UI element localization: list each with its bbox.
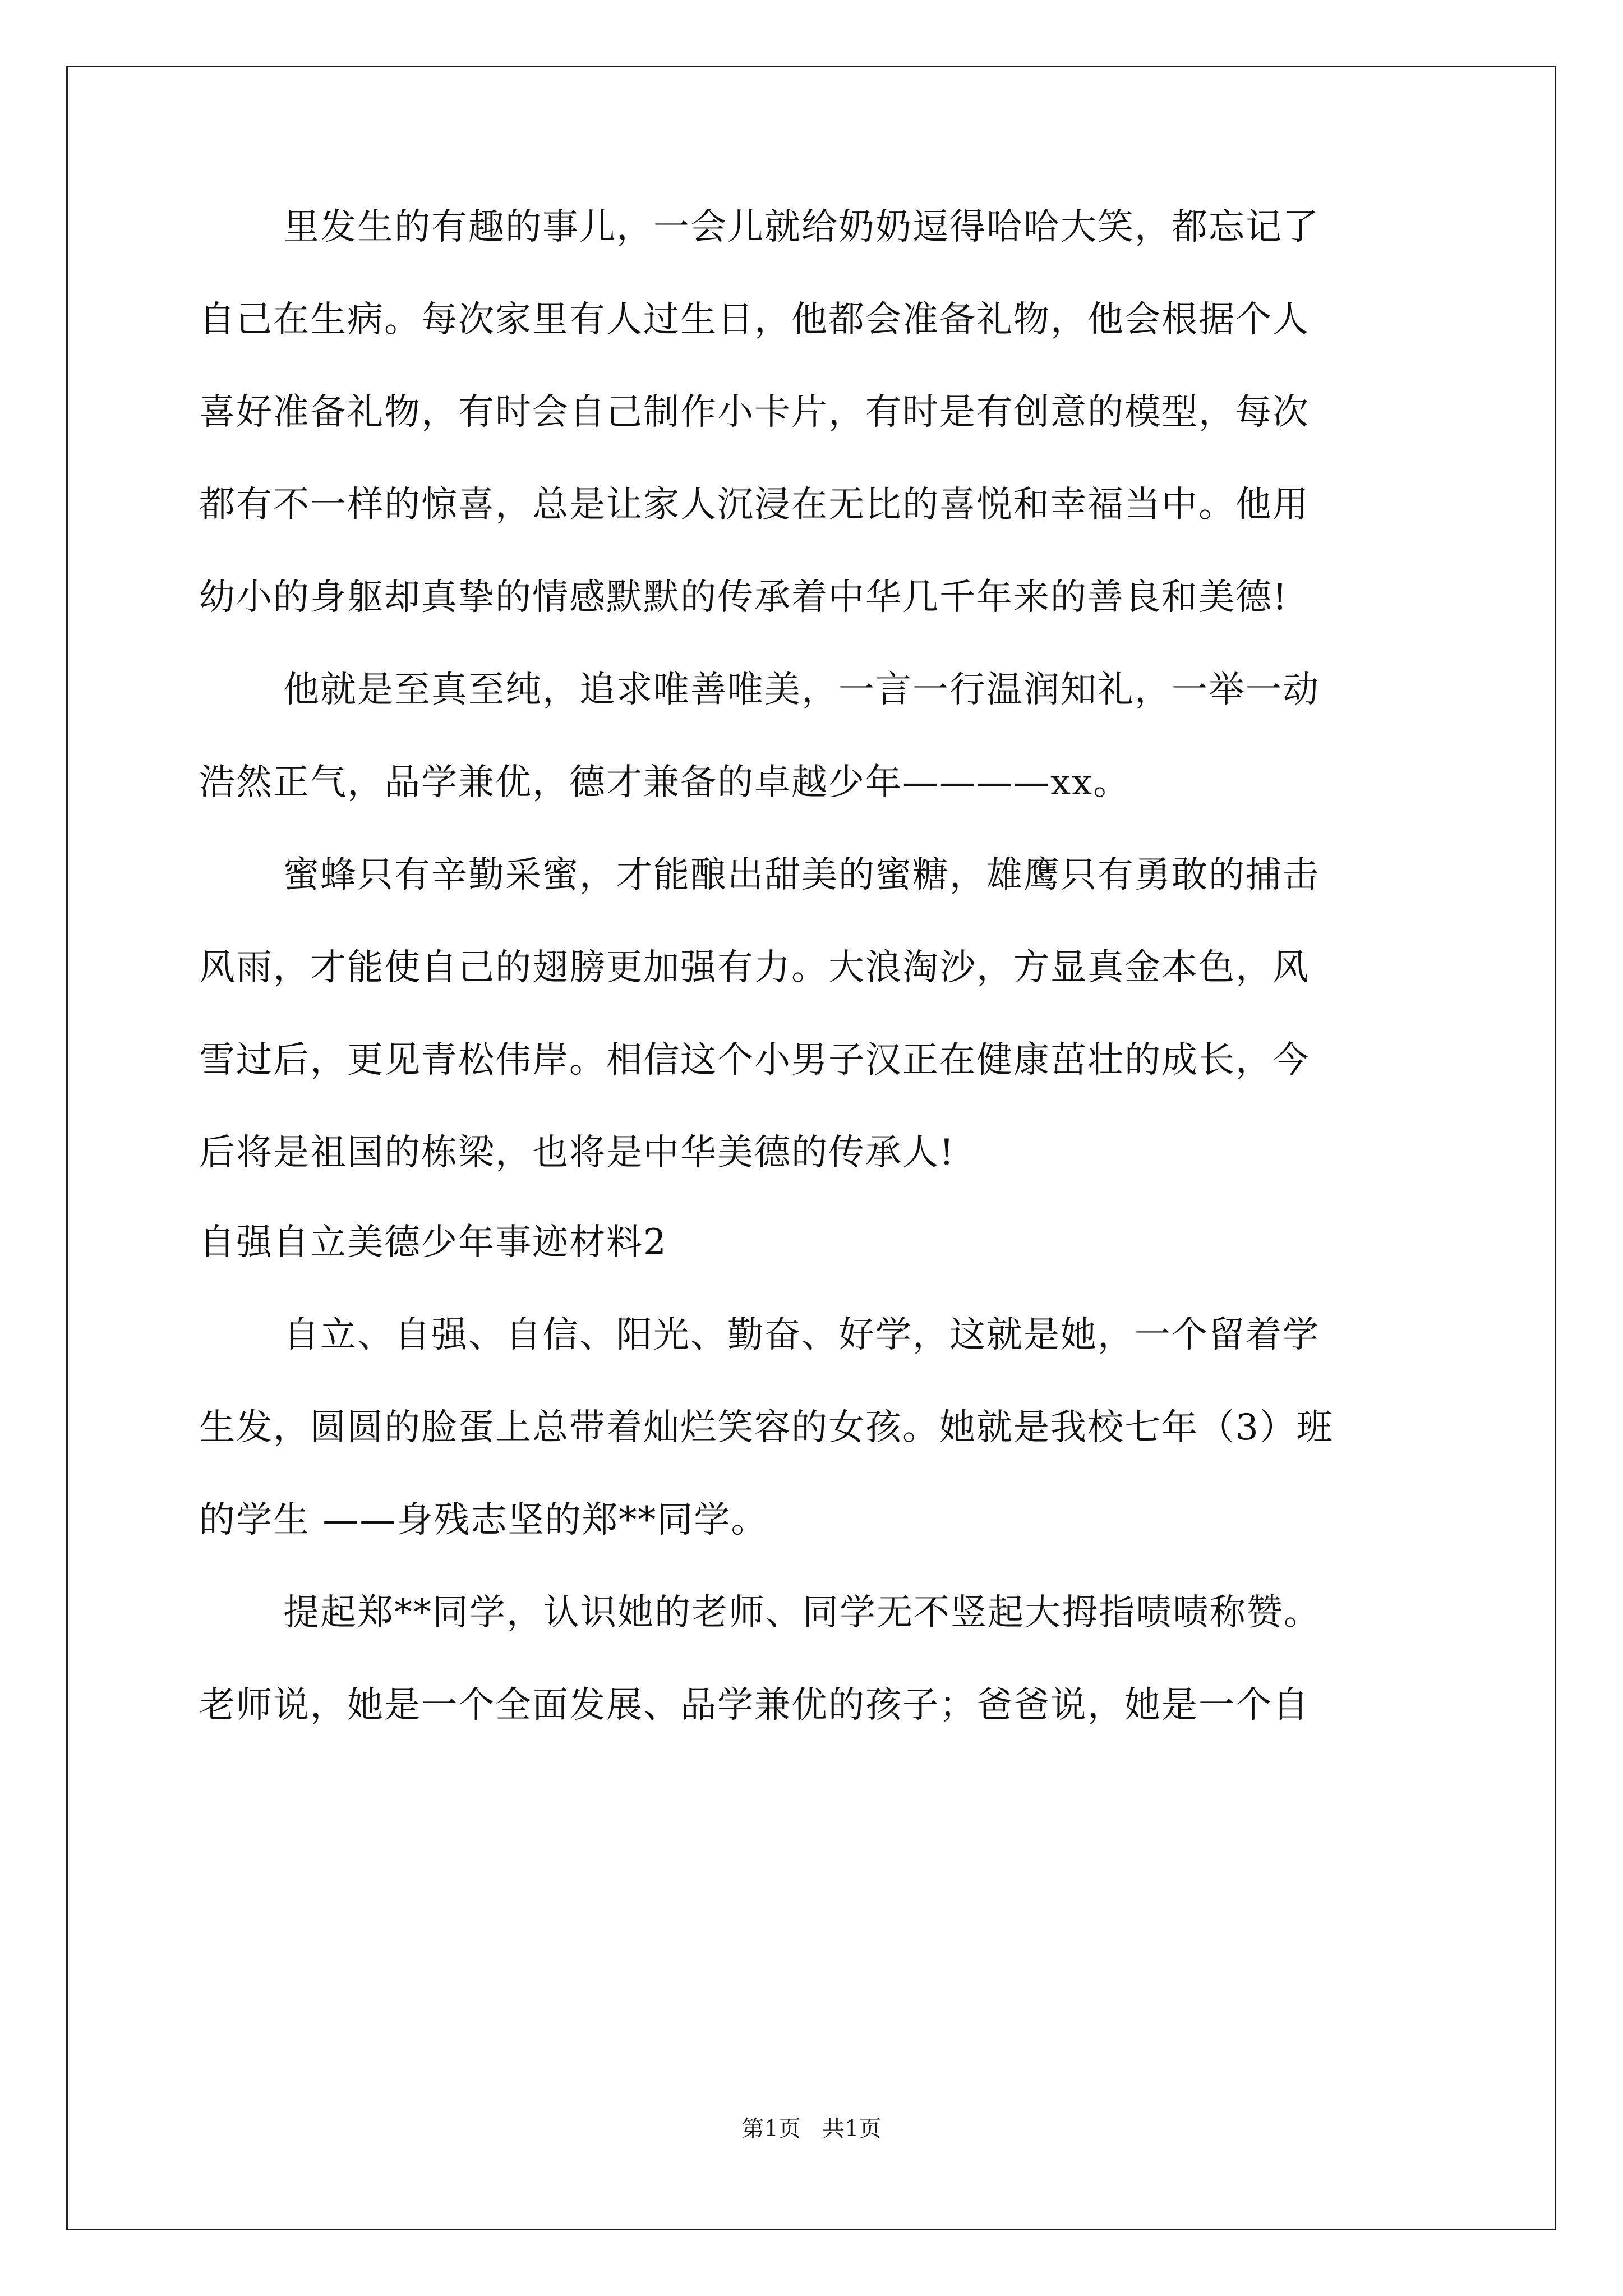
text-line: 提起郑**同学，认识她的老师、同学无不竖起大拇指啧啧称赞。: [283, 1592, 1321, 1634]
text-line: 幼小的身躯却真挚的情感默默的传承着中华几千年来的善良和美德!: [199, 577, 1288, 618]
text-line: 的学生 ——身残志坚的郑**同学。: [199, 1499, 768, 1541]
text-line: 都有不一样的惊喜，总是让家人沉浸在无比的喜悦和幸福当中。他用: [199, 484, 1310, 526]
text-line: 生发，圆圆的脸蛋上总带着灿烂笑容的女孩。她就是我校七年（3）班: [199, 1407, 1334, 1448]
text-line: 风雨，才能使自己的翅膀更加强有力。大浪淘沙，方显真金本色，风: [199, 947, 1310, 988]
text-line: 他就是至真至纯，追求唯善唯美，一言一行温润知礼，一举一动: [283, 669, 1320, 711]
text-line: 自立、自强、自信、阳光、勤奋、好学，这就是她，一个留着学: [283, 1314, 1320, 1356]
text-line: 喜好准备礼物，有时会自己制作小卡片，有时是有创意的模型，每次: [199, 392, 1310, 433]
text-line: 里发生的有趣的事儿，一会儿就给奶奶逗得哈哈大笑，都忘记了: [283, 206, 1320, 248]
text-line: 蜜蜂只有辛勤采蜜，才能酿出甜美的蜜糖，雄鹰只有勇敢的捕击: [283, 854, 1320, 896]
text-line: 老师说，她是一个全面发展、品学兼优的孩子；爸爸说，她是一个自: [199, 1685, 1310, 1726]
text-line: 雪过后，更见青松伟岸。相信这个小男子汉正在健康茁壮的成长，今: [199, 1039, 1310, 1081]
text-line: 自己在生病。每次家里有人过生日，他都会准备礼物，他会根据个人: [199, 299, 1310, 341]
section-heading: 自强自立美德少年事迹材料2: [199, 1222, 667, 1263]
page-footer: 第1页 共1页: [741, 2116, 882, 2142]
text-line: 后将是祖国的栋梁，也将是中华美德的传承人!: [199, 1132, 955, 1174]
text-line: 浩然正气，品学兼优，德才兼备的卓越少年————xx。: [199, 762, 1131, 803]
